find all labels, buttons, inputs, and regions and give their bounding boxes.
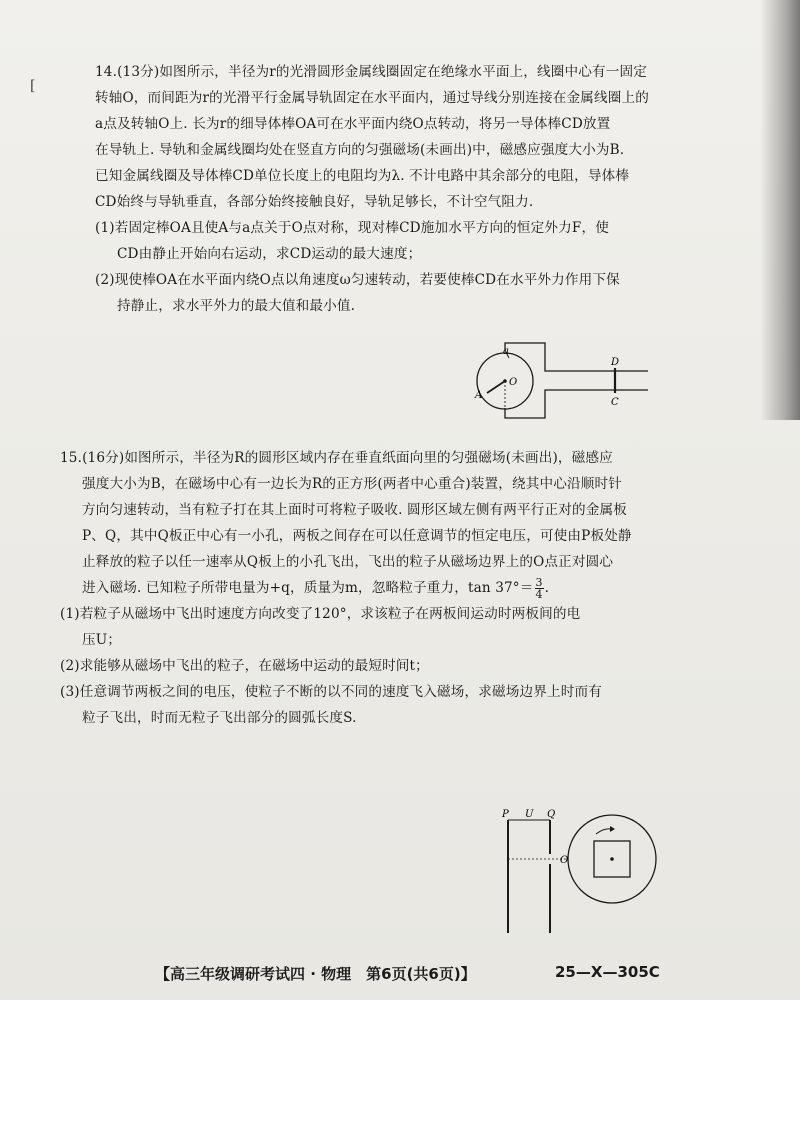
label-C: C xyxy=(611,397,619,408)
field-center xyxy=(610,857,614,861)
q15-line-5: 止释放的粒子以任一速率从Q板上的小孔飞出，飞出的粒子从磁场边界上的O点正对圆心 xyxy=(82,554,614,570)
q15-line-2: 强度大小为B，在磁场中心有一边长为R的正方形(两者中心重合)装置，绕其中心沿顺时针 xyxy=(82,476,622,492)
label-A: A xyxy=(475,390,483,401)
footer-code: 25—X—305C xyxy=(555,963,660,981)
q15-line-6-text: 进入磁场. 已知粒子所带电量为+q，质量为m，忽略粒子重力，tan 37°＝ xyxy=(82,580,534,596)
q14-line-4: 在导轨上. 导轨和金属线圈均处在竖直方向的匀强磁场(未画出)中，磁感应强度大小为B. xyxy=(95,142,625,158)
q15-figure xyxy=(498,808,658,938)
rotation-arrow-head xyxy=(610,826,615,832)
q15-line-6-end: . xyxy=(544,580,550,596)
label-P: P xyxy=(502,809,509,820)
fraction-numerator: 3 xyxy=(535,576,543,589)
q15-line-3: 方向匀速转动，当有粒子打在其上面时可将粒子吸收. 圆形区域左侧有两平行正对的金属板 xyxy=(82,502,627,518)
label-Q: Q xyxy=(547,809,556,820)
q14-part-1: (1)若固定棒OA且使A与a点关于O点对称，现对棒CD施加水平方向的恒定外力F，使 xyxy=(95,220,609,236)
q14-line-1: 14.(13分)如图所示，半径为r的光滑圆形金属线圈固定在绝缘水平面上，线圈中心有一固定 xyxy=(95,64,647,80)
margin-mark: [ xyxy=(30,78,36,94)
q14-part-2-cont: 持静止，求水平外力的最大值和最小值. xyxy=(117,298,356,314)
pivot-O xyxy=(503,379,507,383)
q15-part-1: (1)若粒子从磁场中飞出时速度方向改变了120°，求该粒子在两板间运动时两板间的电 xyxy=(60,606,581,622)
q15-part-2: (2)求能够从磁场中飞出的粒子，在磁场中运动的最短时间t； xyxy=(60,658,429,674)
q14-line-2: 转轴O，而间距为r的光滑平行金属导轨固定在水平面内，通过导线分别连接在金属线圈上的 xyxy=(95,90,649,106)
q15-line-6 xyxy=(60,575,740,601)
q14-figure xyxy=(465,338,650,420)
page-edge-shadow xyxy=(760,0,800,420)
rod-OA xyxy=(487,381,505,393)
q15-line-4: P、Q，其中Q板正中心有一小孔，两板之间存在可以任意调节的恒定电压，可使由P板处静 xyxy=(82,528,632,544)
q15-part-1-cont: 压U； xyxy=(82,632,122,648)
q14-part-1-cont: CD由静止开始向右运动，求CD运动的最大速度； xyxy=(117,246,422,262)
label-a: a xyxy=(503,346,509,357)
rotation-arrow xyxy=(596,829,610,834)
question-14 xyxy=(95,59,735,319)
q15-line-1: 15.(16分)如图所示，半径为R的圆形区域内存在垂直纸面向里的匀强磁场(未画出)，磁感应 xyxy=(60,450,613,466)
label-D: D xyxy=(611,357,620,368)
footer-title: 【高三年级调研考试四 · 物理 第6页(共6页)】 xyxy=(155,965,476,983)
q14-line-5: 已知金属线圈及导体棒CD单位长度上的电阻均为λ. 不计电路中其余部分的电阻，导体棒 xyxy=(95,168,630,184)
label-U: U xyxy=(525,809,534,820)
fraction-three-quarters xyxy=(535,577,544,600)
label-O: O xyxy=(560,855,569,866)
upper-wire-rail xyxy=(505,343,648,371)
q15-part-3: (3)任意调节两板之间的电压，使粒子不断的以不同的速度飞入磁场，求磁场边界上时而有 xyxy=(60,684,602,700)
label-O: O xyxy=(509,377,518,388)
q15-part-3-cont: 粒子飞出，时而无粒子飞出部分的圆弧长度S. xyxy=(82,710,357,726)
lower-wire-rail xyxy=(505,390,648,418)
q14-line-6: CD始终与导轨垂直，各部分始终接触良好，导轨足够长，不计空气阻力. xyxy=(95,194,534,210)
fraction-denominator: 4 xyxy=(535,588,543,601)
q14-line-3: a点及转轴O上. 长为r的细导体棒OA可在水平面内绕O点转动，将另一导体棒CD放置 xyxy=(95,116,611,132)
q14-part-2: (2)现使棒OA在水平面内绕O点以角速度ω匀速转动，若要使棒CD在水平外力作用下保 xyxy=(95,272,620,288)
question-15 xyxy=(60,445,740,731)
